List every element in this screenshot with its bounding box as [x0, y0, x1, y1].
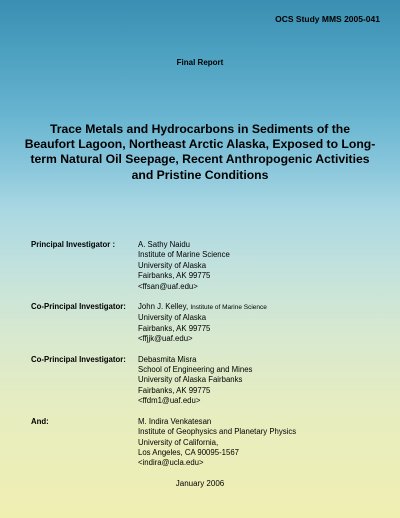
investigator-entry: [31, 355, 381, 407]
investigator-email: <ffdm1@uaf.edu>: [138, 396, 201, 406]
investigator-role: Co-Principal Investigator:: [31, 302, 126, 312]
investigator-role: Principal Investigator :: [31, 240, 116, 249]
investigator-line: Fairbanks, AK 99775: [138, 385, 211, 395]
investigator-line: Fairbanks, AK 99775: [138, 323, 211, 333]
investigator-line: Los Angeles, CA 90095-1567: [138, 447, 240, 457]
investigator-entry: [31, 240, 381, 292]
investigator-role: Co-Principal Investigator:: [31, 354, 126, 364]
investigator-details: [138, 355, 252, 407]
investigator-line: Institute of Geophysics and Planetary Physics: [138, 427, 297, 437]
investigators-list: [31, 240, 381, 479]
investigator-line: University of Alaska Fairbanks: [138, 375, 243, 385]
investigator-email: <indira@ucla.edu>: [138, 458, 204, 468]
investigator-line: University of Alaska: [138, 313, 207, 323]
investigator-line: Institute of Marine Science: [138, 250, 230, 260]
investigator-email: <ffsan@uaf.edu>: [138, 281, 198, 291]
investigator-name: John J. Kelley,: [138, 302, 189, 312]
investigator-details: [138, 302, 267, 345]
investigator-line: University of California,: [138, 437, 219, 447]
report-date: January 2006: [175, 479, 225, 488]
investigator-details: [138, 417, 296, 469]
investigator-email: <ffjjk@uaf.edu>: [138, 334, 193, 344]
investigator-affiliation-inline: Institute of Marine Science: [190, 304, 267, 312]
investigator-name: A. Sathy Naidu: [138, 240, 191, 249]
report-type: Final Report: [176, 58, 224, 67]
investigator-line: Fairbanks, AK 99775: [138, 271, 211, 281]
investigator-entry: [31, 417, 381, 469]
investigator-name: M. Indira Venkatesan: [138, 416, 212, 426]
investigator-role: And:: [31, 416, 49, 426]
investigator-line: School of Engineering and Mines: [138, 365, 253, 375]
investigator-details: [138, 240, 230, 292]
investigator-entry: [31, 302, 381, 345]
report-title: Trace Metals and Hydrocarbons in Sediments of the Beaufort Lagoon, Northeast Arctic Alaska, Exposed to Long-term Natural Oil Seepage, Recent Anthropogenic Activities and Pristine Conditions: [24, 122, 376, 182]
investigator-name-line: [138, 302, 267, 313]
study-id: OCS Study MMS 2005-041: [275, 14, 380, 24]
investigator-name: Debasmita Misra: [138, 354, 197, 364]
investigator-line: University of Alaska: [138, 260, 207, 270]
